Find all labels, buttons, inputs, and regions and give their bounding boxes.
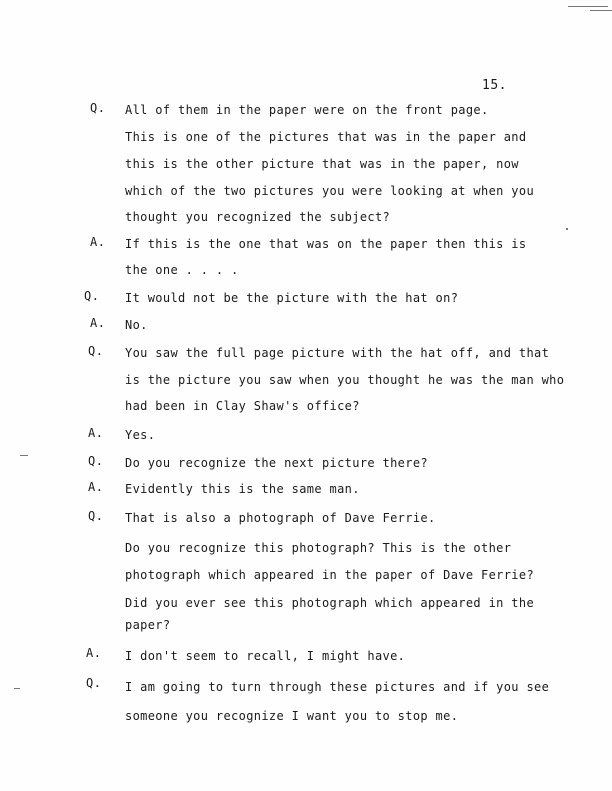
- transcript-line: This is one of the pictures that was in the paper and: [125, 130, 527, 144]
- speaker-label: A.: [90, 235, 106, 249]
- speaker-label: Q.: [86, 676, 102, 690]
- scan-mark: [566, 228, 568, 230]
- scan-mark: [590, 10, 612, 11]
- speaker-label: Q.: [88, 509, 104, 523]
- transcript-line: which of the two pictures you were looking at when you: [125, 184, 535, 198]
- transcript-line: thought you recognized the subject?: [125, 210, 391, 224]
- transcript-line: It would not be the picture with the hat on?: [125, 291, 459, 305]
- transcript-line: If this is the one that was on the paper then this is: [125, 237, 527, 251]
- transcript-line: photograph which appeared in the paper of Dave Ferrie?: [125, 568, 535, 582]
- transcript-line: the one . . . .: [125, 263, 239, 277]
- scan-mark: [14, 688, 20, 689]
- transcript-line: someone you recognize I want you to stop me.: [125, 709, 459, 723]
- transcript-line: Yes.: [125, 428, 156, 442]
- transcript-line: Did you ever see this photograph which appeared in the: [125, 596, 535, 610]
- scan-mark: [20, 455, 28, 456]
- speaker-label: A.: [86, 646, 102, 660]
- transcript-line: That is also a photograph of Dave Ferrie.: [125, 511, 436, 525]
- transcript-line: Do you recognize this photograph? This is the other: [125, 541, 512, 555]
- transcript-line: Evidently this is the same man.: [125, 482, 360, 496]
- transcript-line: had been in Clay Shaw's office?: [125, 399, 360, 413]
- transcript-line: I am going to turn through these pictures and if you see: [125, 680, 550, 694]
- speaker-label: Q.: [90, 101, 106, 115]
- scan-mark: [568, 6, 608, 7]
- transcript-line: paper?: [125, 618, 171, 632]
- page-number: 15.: [482, 78, 507, 93]
- speaker-label: A.: [88, 426, 104, 440]
- transcript-line: this is the other picture that was in the paper, now: [125, 157, 519, 171]
- speaker-label: Q.: [88, 454, 104, 468]
- transcript-line: All of them in the paper were on the front page.: [125, 103, 489, 117]
- speaker-label: Q.: [88, 344, 104, 358]
- transcript-line: is the picture you saw when you thought he was the man who: [125, 373, 565, 387]
- transcript-line: I don't seem to recall, I might have.: [125, 649, 406, 663]
- transcript-line: You saw the full page picture with the hat off, and that: [125, 346, 550, 360]
- speaker-label: Q.: [84, 289, 100, 303]
- speaker-label: A.: [90, 316, 106, 330]
- transcript-line: Do you recognize the next picture there?: [125, 456, 428, 470]
- transcript-line: No.: [125, 318, 148, 332]
- speaker-label: A.: [88, 480, 104, 494]
